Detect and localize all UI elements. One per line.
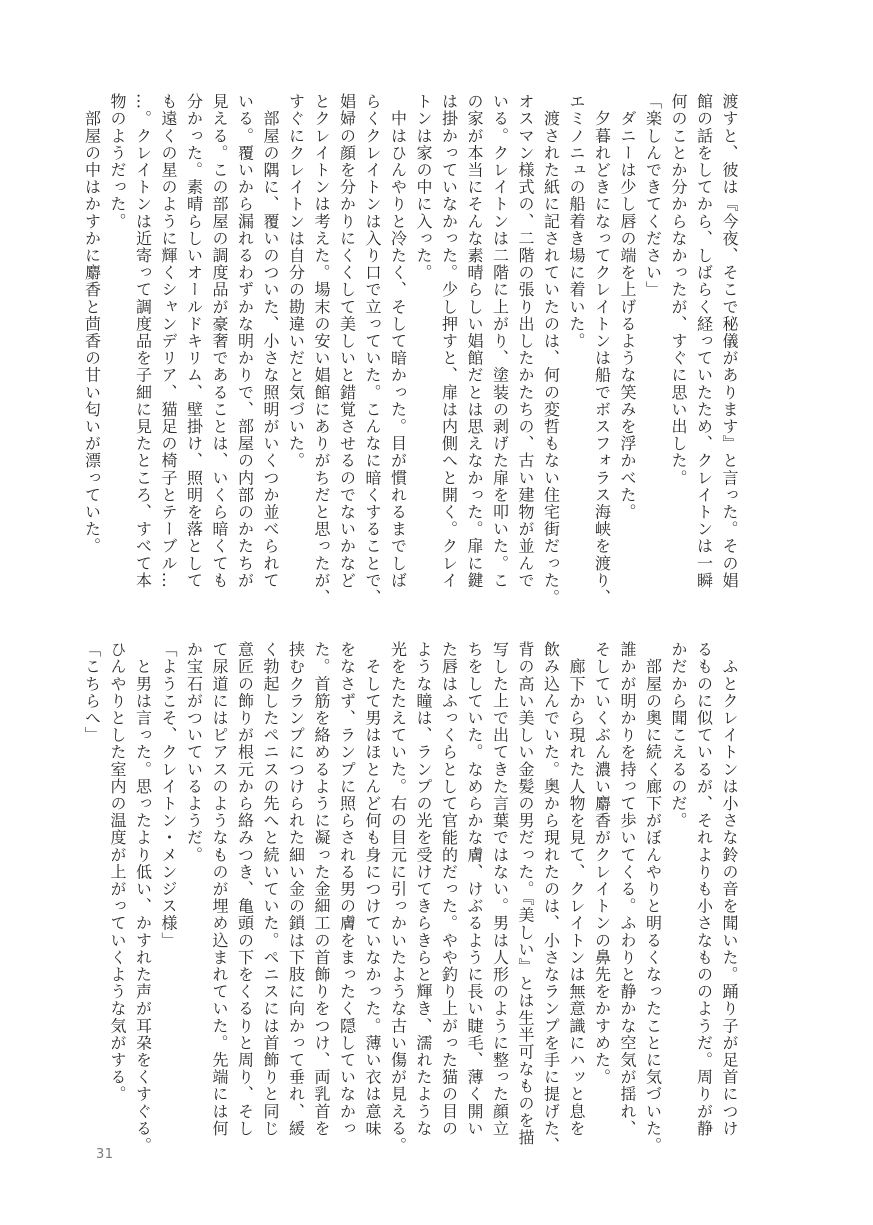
text-line: 写した上で出てきた言葉ではない。男は人形のように整った顔立 xyxy=(490,641,510,1137)
text-line: 渡すと、彼は『今夜、そこで秘儀があります』と言った。その娼 xyxy=(720,93,739,589)
text-line: 光をたたえていた。右の目元に引っかいたような古い傷が見える。 xyxy=(388,641,408,1154)
text-line: そして男はほとんど何も身につけていなかった。薄い衣は意味 xyxy=(363,641,382,1137)
text-line: 娼婦の顔を分かりにくくして美しいと錯覚させるのでないかなど xyxy=(337,93,357,589)
text-line: 部屋の隅に、覆いのついた、小さな照明がいくつか並べられて xyxy=(261,93,280,589)
text-line: すぐにクレイトンは自分の勘違いだと気づいた。 xyxy=(286,93,306,470)
text-line: 部屋の奥に続く廊下がぼんやりと明るくなったことに気づいた。 xyxy=(643,641,663,1154)
text-line: 飲み込んでいた。奥から現れたのは、小さなランプを手に提げた、 xyxy=(541,641,561,1154)
text-line: ちをしていた。なめらかな膚、けぶるように長い睫毛、薄く開い xyxy=(465,641,484,1137)
text-line: 背の高い美しい金髪の男だった。『美しい』とは生半可なものを描 xyxy=(516,641,535,1146)
text-line: ダニーは少し唇の端を上げるような笑みを浮かべた。 xyxy=(618,93,637,521)
text-line: 分かった。素晴らしいオールドキリム、壁掛け、照明を落として xyxy=(184,93,204,589)
text-line: ふとクレイトンは小さな鈴の音を聞いた。踊り子が足首につけ xyxy=(720,641,739,1137)
text-line: エミノニュの船着き場に着いた。 xyxy=(567,93,586,350)
text-line: 館の話をしてから、しばらく経っていたため、クレイトンは一瞬 xyxy=(694,93,714,589)
text-line: 中はひんやりと冷たく、そして暗かった。目が慣れるまでしば xyxy=(388,93,408,589)
lower-text-block xyxy=(79,641,742,1163)
text-line: 見える。この部屋の調度品が豪奢であることは、いくら暗くても xyxy=(210,93,229,589)
text-line: て尿道にはピアスのようなものが埋め込まれていた。先端には何 xyxy=(210,641,229,1137)
text-line: オスマン様式の、二階の張り出したかたちの、古い建物が並んで xyxy=(516,93,535,589)
text-line: ひんやりとした室内の温度が上がっていくような気がする。 xyxy=(108,641,127,1103)
text-line: 何のことか分からなかったが、すぐに思い出した。 xyxy=(669,93,688,487)
text-line: らくクレイトンは入り口で立っていた。こんなに暗くすることで、 xyxy=(363,93,382,606)
text-line: いる。クレイトンは二階に上がり、塗装の剥げた扉を叩いた。こ xyxy=(490,93,510,589)
text-line: るものに似ているが、それよりも小さなもののようだ。周りが静 xyxy=(694,641,714,1137)
text-line: く勃起したペニスの先へと続いていた。ペニスには首飾りと同じ xyxy=(261,641,280,1137)
text-line: とクレイトンは考えた。場末の安い娼館にありがちだと思ったが、 xyxy=(312,93,331,606)
text-line: をなさず、ランプに照らされる男の膚をまったく隠していなかっ xyxy=(337,641,357,1137)
text-line: 意匠の飾りが根元から絡みつき、亀頭の下をくるりと周り、そし xyxy=(235,641,255,1137)
text-line: 「こちらへ」 xyxy=(82,641,102,744)
upper-text-block xyxy=(79,93,742,615)
text-line: 廊下から現れた人物を見て、クレイトンは無意識にハッと息を xyxy=(567,641,586,1137)
text-line: か宝石がついているようだ。 xyxy=(184,641,204,864)
text-line: 物のようだった。 xyxy=(108,93,127,230)
text-line: 誰かが明かりを持って歩いてくる。ふわりと静かな空気が揺れ、 xyxy=(618,641,637,1137)
text-line: そしていくぶん濃い麝香がクレイトンの鼻先をかすめた。 xyxy=(592,641,612,1086)
text-line: 部屋の中はかすかに麝香と茴香の甘い匂いが漂っていた。 xyxy=(82,93,102,555)
text-line: 「ようこそ、クレイトン・メンジス様」 xyxy=(159,641,178,949)
text-line: は掛かっていなかった。少し押すと、扉は内側へと開く。クレイ xyxy=(439,93,459,589)
text-line: 「楽しんできてください」 xyxy=(643,93,663,299)
text-line: と男は言った。思ったより低い、かすれた声が耳朶をくすぐる。 xyxy=(133,641,153,1154)
text-line: 渡された紙に記されていたのは、何の変哲もない住宅街だった。 xyxy=(541,93,561,606)
text-line: の家が本当にそんな素晴らしい娼館だとは思えなかった。扉に鍵 xyxy=(465,93,484,589)
page-number: 31 xyxy=(96,1147,114,1162)
text-line: いる。覆いから漏れるわずかな明かりで、部屋の内部のかたちが xyxy=(235,93,255,589)
text-line: 夕暮れどきになってクレイトンは船でボスフォラス海峡を渡り、 xyxy=(592,93,612,606)
text-line: た。首筋を絡めるように凝った金細工の首飾りをつけ、両乳首を xyxy=(312,641,331,1137)
text-line: トンは家の中に入った。 xyxy=(414,93,433,282)
text-line: た唇はふっくらとして官能的だった。やや釣り上がった猫の目の xyxy=(439,641,459,1137)
text-line: ような瞳は、ランプの光を受けてきらきらと輝き、濡れたような xyxy=(414,641,433,1137)
text-line: かだから聞こえるのだ。 xyxy=(669,641,688,830)
text-line: …。クレイトンは近寄って調度品を子細に見たところ、すべて本 xyxy=(133,93,153,589)
text-line: も遠くの星のように輝くシャンデリア、猫足の椅子とテーブル… xyxy=(159,93,178,589)
text-line: 挟むクランプにつけられた細い金の鎖は下肢に向かって垂れ、緩 xyxy=(286,641,306,1137)
